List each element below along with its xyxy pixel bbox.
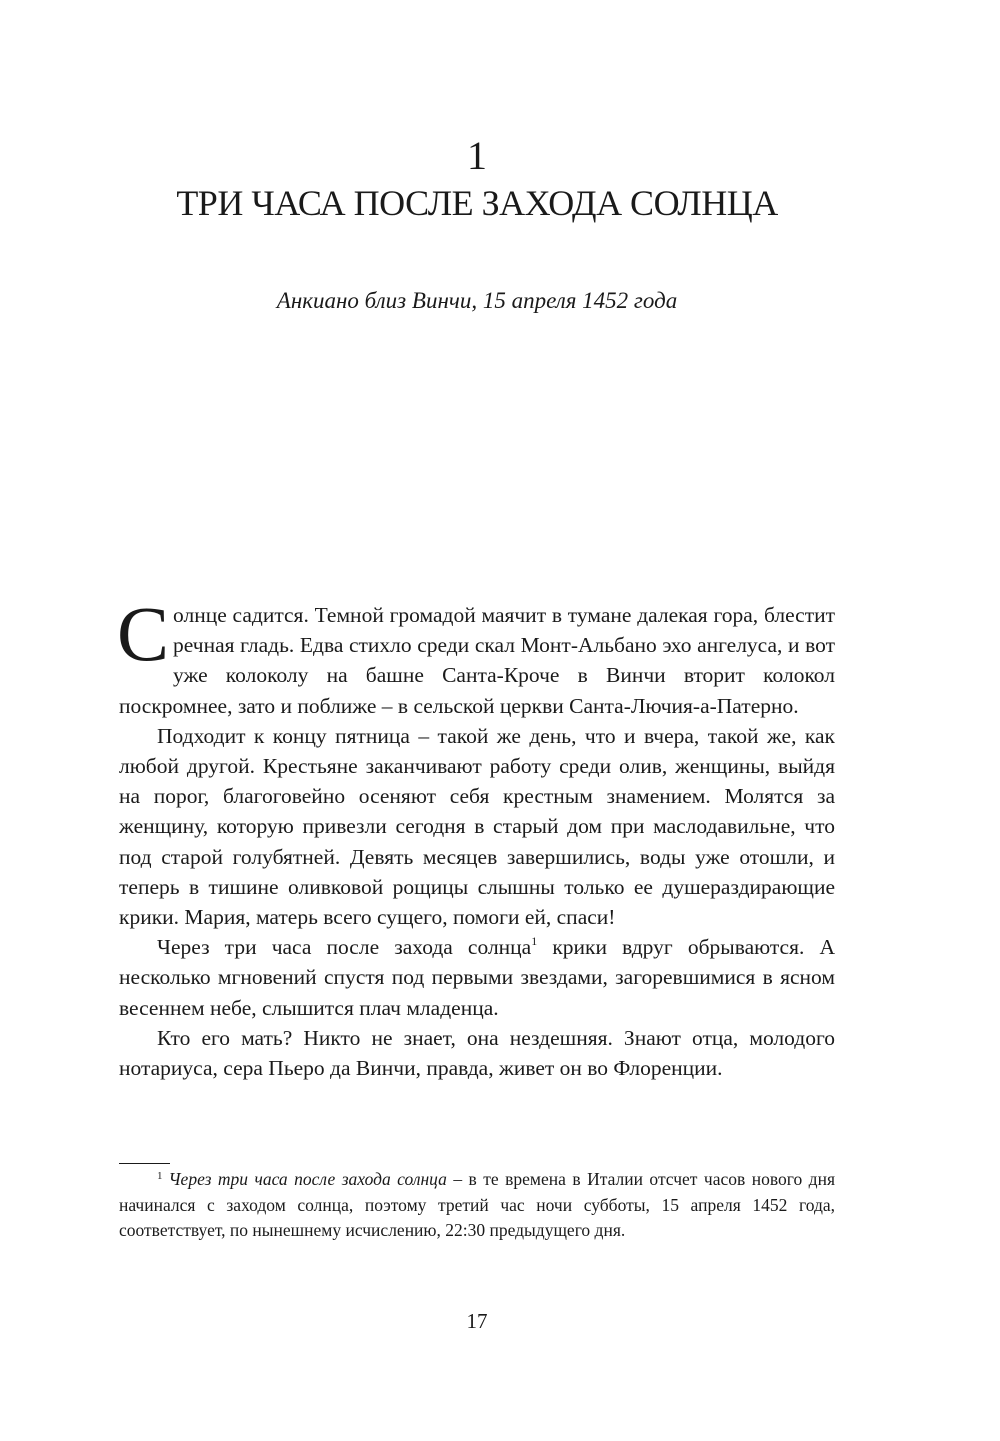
- footnote-reference[interactable]: 1: [531, 934, 538, 949]
- paragraph-1-text: олнце садится. Темной громадой маячит в тумане далекая гора, блестит речная гладь. Едва стихло среди скал Монт-Альбано эхо ангелуса, и вот уже колоколу на башне Санта-Кроче в Винчи вторит колокол поскромнее, зато и поближе – в сельской церкви Санта-Лючия-а-Патерно.: [119, 603, 835, 718]
- paragraph-1: [117, 590, 835, 721]
- paragraph-4: Кто его мать? Никто не знает, она нездешняя. Знают отца, молодого нотариуса, сера Пьеро да Винчи, правда, живет он во Флоренции.: [119, 1025, 835, 1081]
- body-text: [117, 590, 835, 1083]
- chapter-number: 1: [467, 133, 487, 178]
- paragraph-3: [119, 932, 835, 1023]
- footnote-term: Через три часа после захода солнца: [168, 1169, 447, 1189]
- chapter-title: ТРИ ЧАСА ПОСЛЕ ЗАХОДА СОЛНЦА: [176, 183, 778, 223]
- page-number: 17: [466, 1309, 488, 1333]
- drop-cap: С: [117, 590, 170, 677]
- chapter-epigraph: Анкиано близ Винчи, 15 апреля 1452 года: [276, 288, 678, 313]
- footnote-divider: [119, 1163, 170, 1164]
- paragraph-2: Подходит к концу пятница – такой же день, что и вчера, такой же, как любой другой. Крестьяне заканчивают работу среди олив, женщины, выйдя на порог, благоговейно осеняют себя крестным знамением. Молятся за женщину, которую привезли сегодня в старый дом при маслодавильне, что под старой голубятней. Девять месяцев завершились, воды уже отошли, и теперь в тишине оливковой рощицы слышны только ее душераздирающие крики. Мария, матерь всего сущего, помоги ей, спаси!: [119, 723, 835, 930]
- footnote: [119, 1167, 835, 1244]
- footnote-marker: 1: [157, 1170, 163, 1182]
- paragraph-3-text-after: крики вдруг обрываются. А несколько мгновений спустя под первыми звездами, загоревшимися в ясном весеннем небе, слышится плач младенца.: [119, 935, 835, 1020]
- footnote-text: – в те времена в Италии отсчет часов нового дня начинался с заходом солнца, поэтому третий час ночи субботы, 15 апреля 1452 года, соответствует, по нынешнему исчислению, 22:30 предыдущего дня.: [119, 1169, 835, 1240]
- paragraph-3-text-before: Через три часа после захода солнца: [157, 935, 532, 960]
